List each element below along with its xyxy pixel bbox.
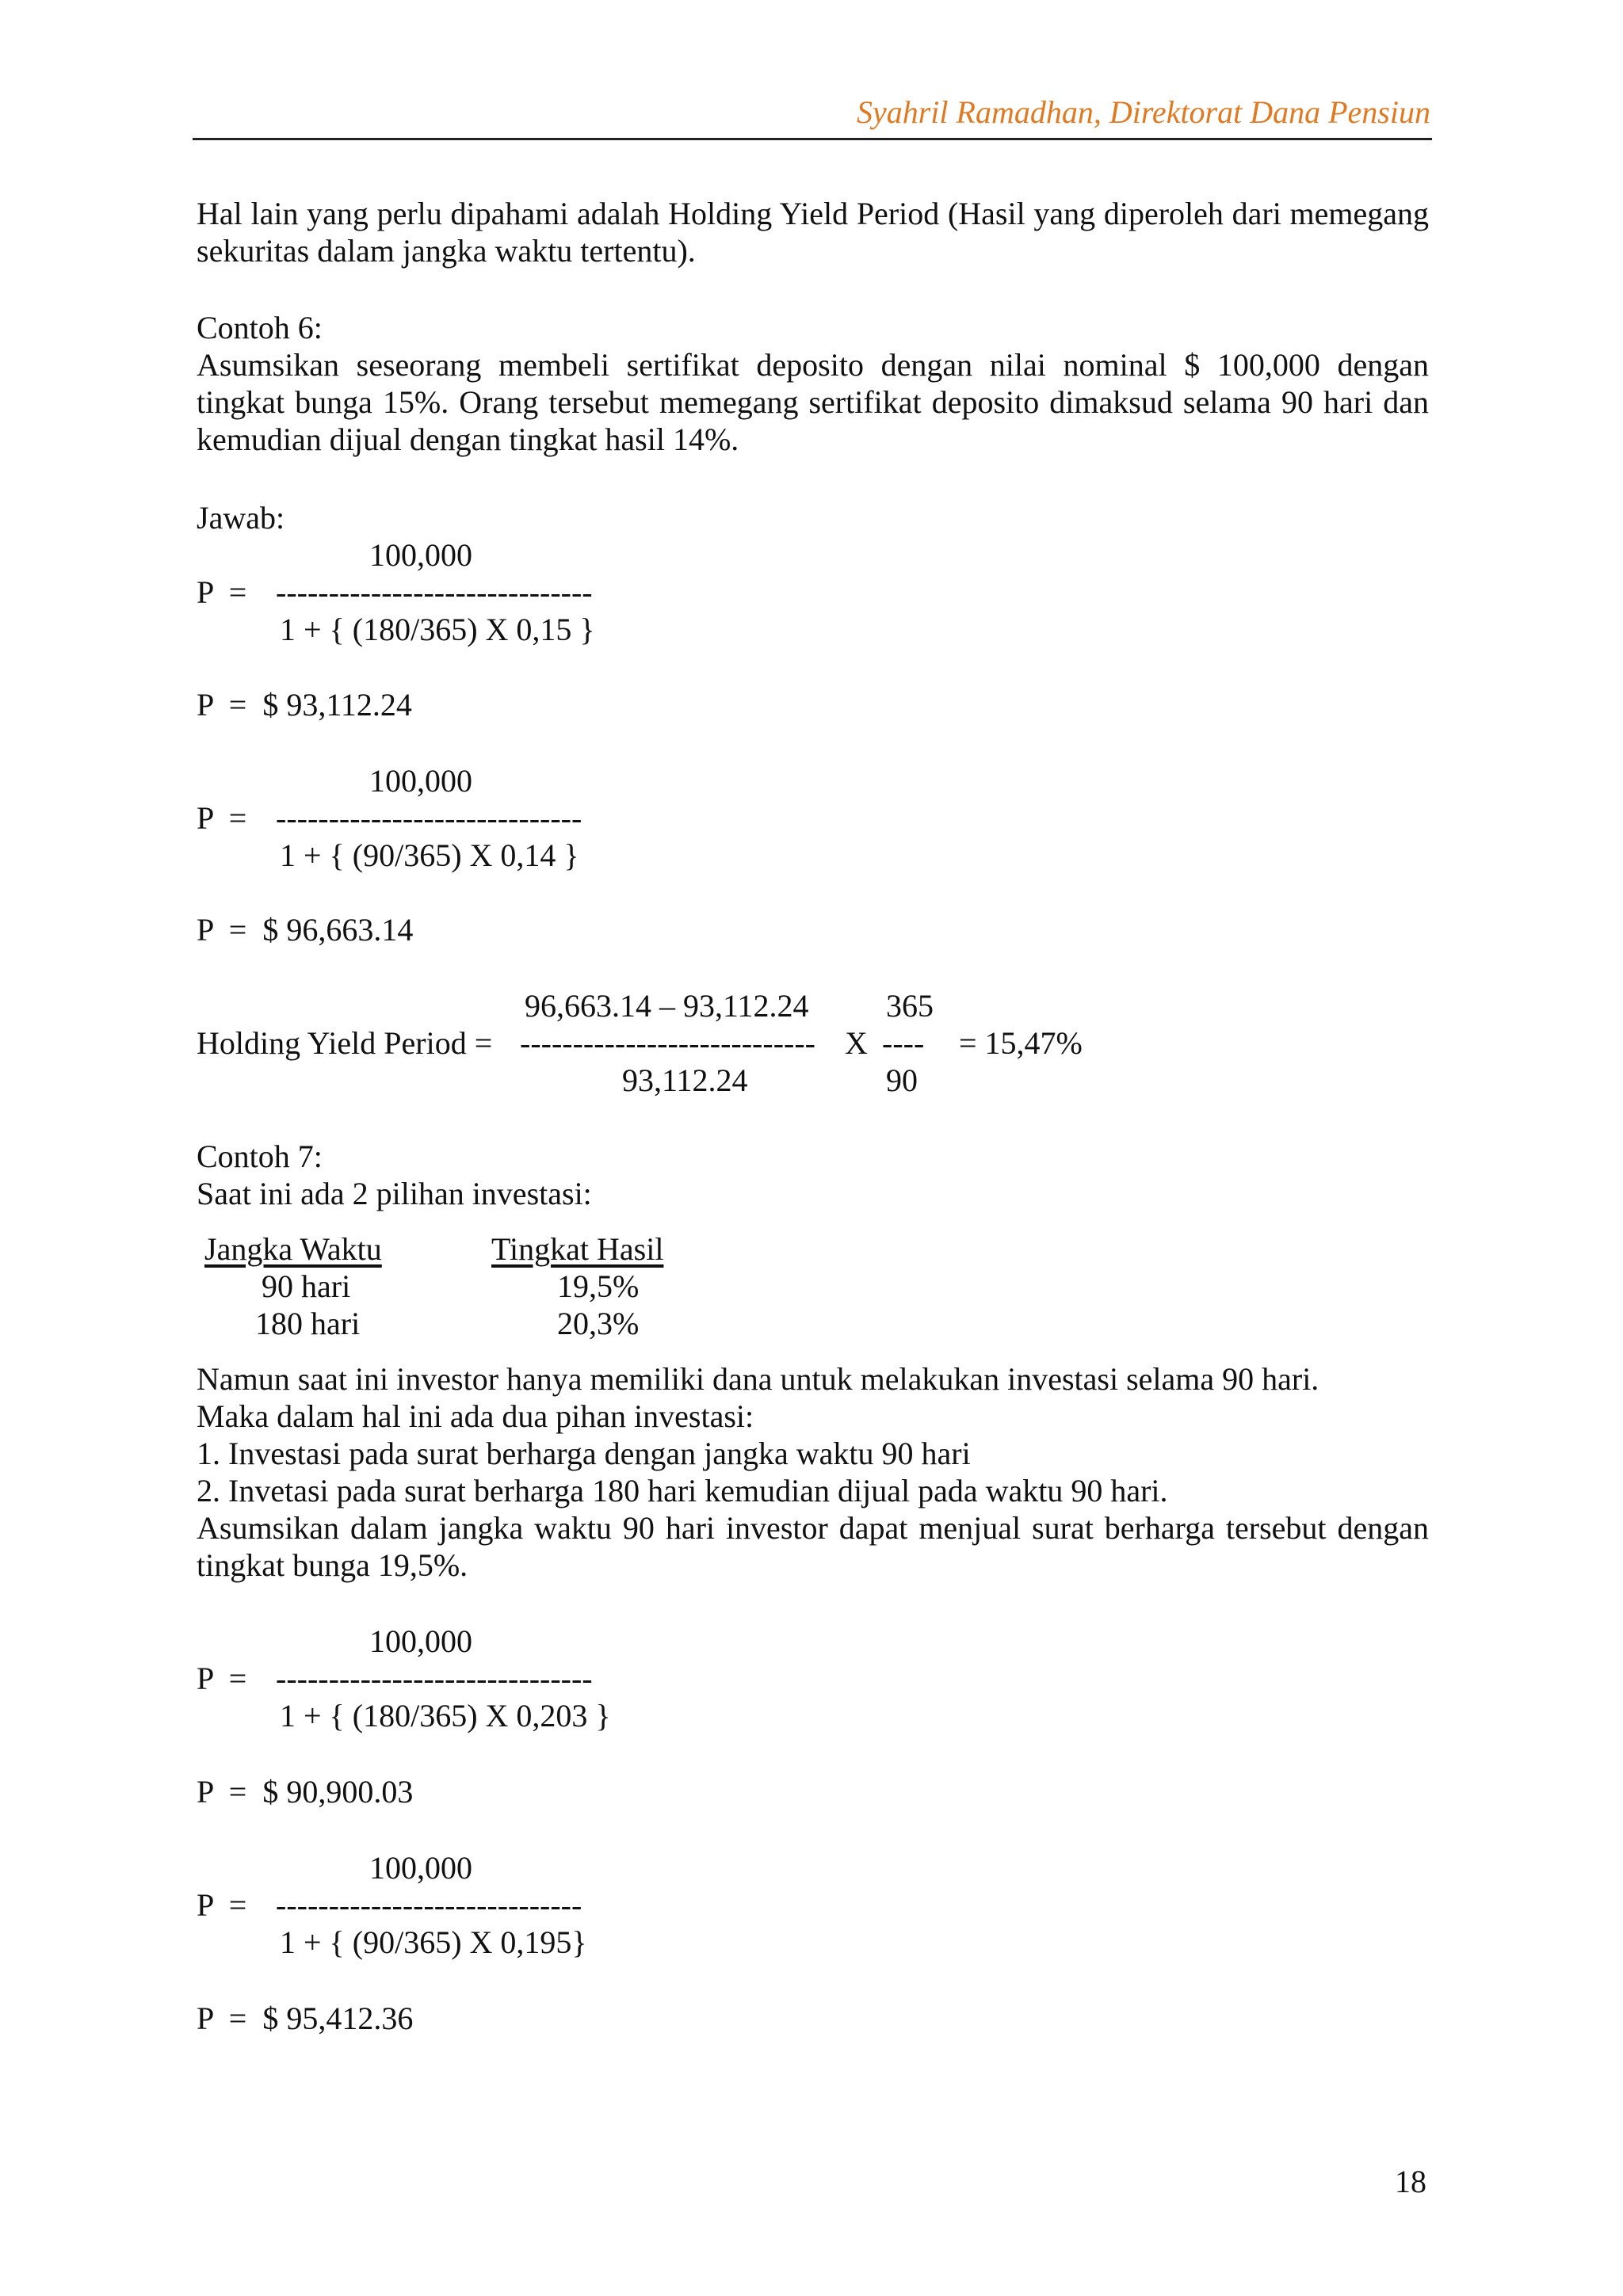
formula-lhs: P =: [197, 1661, 247, 1696]
formula-numerator: 100,000: [369, 1850, 472, 1886]
answer-label: Jawab:: [197, 500, 285, 536]
formula-result: P = $ 95,412.36: [197, 2000, 414, 2036]
hyp-lhs: Holding Yield Period =: [197, 1025, 493, 1061]
table-header: Jangka Waktu: [204, 1231, 382, 1267]
table-cell: 180 hari: [255, 1306, 361, 1341]
formula-denominator: 1 + { (90/365) X 0,195}: [280, 1924, 587, 1960]
hyp-fraction-line: ----------------------------: [520, 1025, 815, 1061]
fraction-line: -----------------------------: [276, 800, 582, 836]
hyp-times: X: [845, 1025, 868, 1061]
formula-denominator: 1 + { (180/365) X 0,203 }: [280, 1698, 611, 1733]
header-divider: [193, 138, 1432, 140]
hyp-days-line: ----: [882, 1025, 925, 1061]
formula-denominator: 1 + { (180/365) X 0,15 }: [280, 612, 595, 647]
intro-paragraph: Hal lain yang perlu dipahami adalah Holding Yield Period (Hasil yang diperoleh dari memegang sekuritas dalam jangka waktu tertentu).: [197, 196, 1429, 269]
hyp-days-bottom: 90: [886, 1062, 918, 1098]
hyp-result: = 15,47%: [959, 1025, 1083, 1061]
list-item: 1. Investasi pada surat berharga dengan jangka waktu 90 hari: [197, 1436, 971, 1471]
formula-denominator: 1 + { (90/365) X 0,14 }: [280, 837, 579, 873]
hyp-denominator: 93,112.24: [622, 1062, 748, 1098]
example7-title: Contoh 7:: [197, 1138, 323, 1174]
fraction-line: ------------------------------: [276, 1661, 593, 1696]
example7-body: Namun saat ini investor hanya memiliki dana untuk melakukan investasi selama 90 hari.: [197, 1361, 1319, 1397]
example6-title: Contoh 6:: [197, 310, 323, 345]
example7-body: Asumsikan dalam jangka waktu 90 hari investor dapat menjual surat berharga tersebut dengan tingkat bunga 19,5%.: [197, 1510, 1429, 1583]
formula-numerator: 100,000: [369, 763, 472, 799]
hyp-days-top: 365: [886, 988, 934, 1024]
formula-result: P = $ 96,663.14: [197, 912, 414, 948]
formula-lhs: P =: [197, 574, 247, 610]
table-cell: 20,3%: [557, 1306, 640, 1341]
formula-numerator: 100,000: [369, 1623, 472, 1659]
hyp-numerator: 96,663.14 – 93,112.24: [525, 988, 809, 1024]
formula-result: P = $ 93,112.24: [197, 687, 412, 723]
formula-result: P = $ 90,900.03: [197, 1774, 414, 1810]
fraction-line: ------------------------------: [276, 574, 593, 610]
fraction-line: -----------------------------: [276, 1887, 582, 1923]
table-cell: 19,5%: [557, 1268, 640, 1304]
formula-lhs: P =: [197, 800, 247, 836]
example7-body: Maka dalam hal ini ada dua pihan investasi:: [197, 1398, 754, 1434]
table-header: Tingkat Hasil: [491, 1231, 664, 1267]
page-number: 18: [1395, 2164, 1426, 2199]
formula-numerator: 100,000: [369, 537, 472, 573]
example7-intro: Saat ini ada 2 pilihan investasi:: [197, 1176, 592, 1211]
table-cell: 90 hari: [262, 1268, 351, 1304]
formula-lhs: P =: [197, 1887, 247, 1923]
list-item: 2. Invetasi pada surat berharga 180 hari kemudian dijual pada waktu 90 hari.: [197, 1473, 1168, 1508]
running-header: Syahril Ramadhan, Direktorat Dana Pensiun: [856, 94, 1430, 130]
example6-body: Asumsikan seseorang membeli sertifikat deposito dengan nilai nominal $ 100,000 dengan tingkat bunga 15%. Orang tersebut memegang sertifikat deposito dimaksud selama 90 hari dan kemudian dijual dengan tingkat hasil 14%.: [197, 347, 1429, 457]
